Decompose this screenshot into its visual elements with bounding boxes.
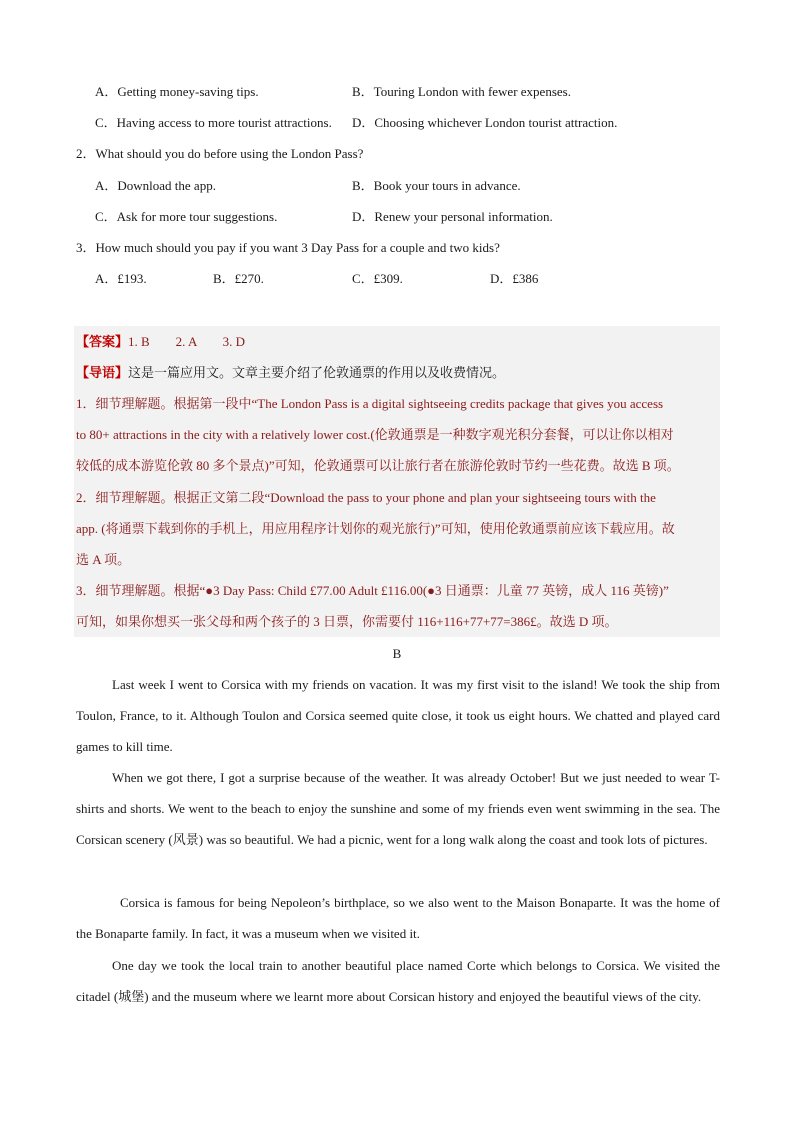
passage-paragraph-4: One day we took the local train to another beautiful place named Corte which belongs to Corsica. We visited the citadel (城堡) and the museum where we learnt more about Corsican history and enjoyed the beautiful views of the city. [76, 958, 720, 1005]
q1-option-c: C．Having access to more tourist attractions. [95, 115, 332, 130]
q3-stem: 3．How much should you pay if you want 3 Day Pass for a couple and two kids? [76, 240, 500, 255]
explanation-2-line-1: 2．细节理解题。根据正文第二段“Download the pass to your phone and plan your sightseeing tours with the [76, 490, 656, 505]
answer-tag: 【答案】 [76, 334, 129, 349]
answer-text: 1. B 2. A 3. D [128, 334, 246, 349]
explanation-2-line-2: app. (将通票下载到你的手机上，用应用程序计划你的观光旅行)”可知，使用伦敦通票前应该下载应用。故 [76, 521, 675, 536]
explanation-3-line-2: 可知，如果你想买一张父母和两个孩子的 3 日票，你需要付 116+116+77+77=386£。故选 D 项。 [76, 614, 618, 629]
q2-stem: 2．What should you do before using the London Pass? [76, 146, 364, 161]
passage-paragraph-3: Corsica is famous for being Nepoleon’s birthplace, so we also went to the Maison Bonaparte. It was the home of the Bonaparte family. In fact, it was a museum when we visited it. [76, 895, 720, 942]
guide-tag: 【导语】 [76, 365, 129, 380]
q1-option-a: A．Getting money-saving tips. [95, 84, 259, 99]
q3-option-c: C．£309. [352, 271, 403, 286]
q2-option-c: C．Ask for more tour suggestions. [95, 209, 278, 224]
explanation-1-line-2: to 80+ attractions in the city with a relatively lower cost.(伦敦通票是一种数字观光积分套餐，可以让你以相对 [76, 427, 674, 442]
passage-paragraph-1: Last week I went to Corsica with my friends on vacation. It was my first visit to the island! We took the ship from Toulon, France, to it. Although Toulon and Corsica seemed quite close, it took us eight hours. We chatted and played card games to kill time. [76, 677, 720, 755]
section-letter: B [392, 646, 402, 661]
explanation-3-line-1: 3．细节理解题。根据“●3 Day Pass: Child £77.00 Adult £116.00(●3 日通票：儿童 77 英镑，成人 116 英镑)” [76, 583, 669, 598]
q1-option-b: B．Touring London with fewer expenses. [352, 84, 571, 99]
explanation-1-line-1: 1．细节理解题。根据第一段中“The London Pass is a digital sightseeing credits package that gives you access [76, 396, 664, 411]
guide-line [76, 365, 505, 381]
q2-option-a: A．Download the app. [95, 178, 216, 193]
passage-paragraph-2: When we got there, I got a surprise because of the weather. It was already October! But we just needed to wear T-shirts and shorts. We went to the beach to enjoy the sunshine and some of my friends even went swimming in the sea. The Corsican scenery (风景) was so beautiful. We had a picnic, went for a long walk along the coast and took lots of pictures. [76, 770, 720, 848]
q2-option-d: D．Renew your personal information. [352, 209, 553, 224]
explanation-1-line-3: 较低的成本游览伦敦 80 多个景点)”可知，伦敦通票可以让旅行者在旅游伦敦时节约一些花费。故选 B 项。 [76, 458, 680, 473]
q3-option-b: B．£270. [213, 271, 264, 286]
explanation-2-line-3: 选 A 项。 [76, 552, 131, 567]
q1-option-d: D．Choosing whichever London tourist attraction. [352, 115, 618, 130]
q3-option-d: D．£386 [490, 271, 539, 286]
guide-text: 这是一篇应用文。文章主要介绍了伦敦通票的作用以及收费情况。 [128, 365, 506, 380]
q3-option-a: A．£193. [95, 271, 147, 286]
q2-option-b: B．Book your tours in advance. [352, 178, 521, 193]
answer-line [76, 334, 245, 350]
